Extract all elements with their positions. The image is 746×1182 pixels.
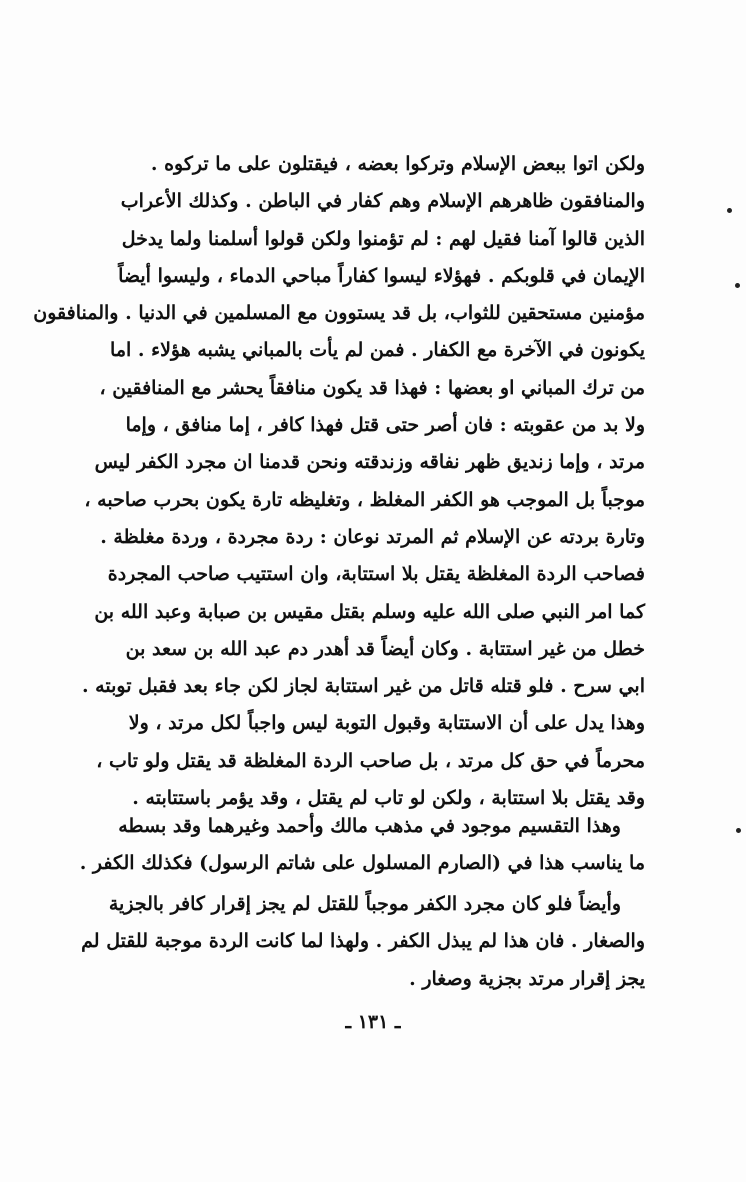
- text-line: وهذا يدل على أن الاستتابة وقبول التوبة ليس واجباً لكل مرتد ، ولا: [128, 712, 645, 735]
- text-line: ولا بد من عقوبته : فان أصر حتى قتل فهذا كافر ، إما منافق ، وإما: [125, 414, 645, 437]
- paragraph-3: [81, 886, 645, 998]
- text-line: مرتد ، وإما زنديق ظهر نفاقه وزندقته ونحن قدمنا ان مجرد الكفر ليس: [94, 451, 645, 474]
- text-line: فصاحب الردة المغلظة يقتل بلا استتابة، وان استتيب صاحب المجردة: [107, 563, 645, 586]
- text-line: مؤمنين مستحقين للثواب، بل قد يستوون مع المسلمين في الدنيا . والمنافقون: [33, 302, 645, 325]
- text-line: وهذا التقسيم موجود في مذهب مالك وأحمد وغيرهما وقد بسطه: [118, 815, 621, 837]
- text-line: محرماً في حق كل مرتد ، بل صاحب الردة المغلظة قد يقتل ولو تاب ،: [96, 749, 645, 772]
- text-line: وتارة بردته عن الإسلام ثم المرتد نوعان : ردة مجردة ، وردة مغلظة .: [100, 525, 645, 548]
- text-line: ولكن اتوا ببعض الإسلام وتركوا بعضه ، فيقتلون على ما تركوه .: [150, 153, 645, 175]
- text-line: خطل من غير استتابة . وكان أيضاً قد أهدر دم عبد الله بن سعد بن: [125, 637, 645, 660]
- text-line: من ترك المباني او بعضها : فهذا قد يكون منافقاً يحشر مع المنافقين ،: [99, 376, 645, 399]
- text-line: يكونون في الآخرة مع الكفار . فمن لم يأت بالمباني يشبه هؤلاء . اما: [110, 339, 645, 362]
- margin-dot-3: [736, 828, 741, 833]
- text-line: وأيضاً فلو كان مجرد الكفر موجباً للقتل لم يجز إقرار كافر بالجزية: [108, 893, 621, 915]
- text-line: الإيمان في قلوبكم . فهؤلاء ليسوا كفاراً مباحي الدماء ، وليسوا أيضاً: [118, 264, 645, 287]
- margin-dot-2: [735, 283, 740, 288]
- text-line: والصغار . فان هذا لم يبذل الكفر . ولهذا لما كانت الردة موجبة للقتل لم: [81, 930, 645, 953]
- text-line: يجز إقرار مرتد بجزية وصغار .: [409, 967, 645, 990]
- margin-dot-1: [727, 208, 732, 213]
- text-line: كما امر النبي صلى الله عليه وسلم بقتل مقيس بن صبابة وعبد الله بن: [94, 600, 645, 623]
- paragraph-1: [33, 146, 645, 817]
- text-line: وقد يقتل بلا استتابة ، ولكن لو تاب لم يقتل ، وقد يؤمر باستتابته .: [132, 787, 645, 810]
- page-number: ـ ١٣١ ـ: [345, 1011, 401, 1033]
- text-line: ما يناسب هذا في (الصارم المسلول على شاتم الرسول) فكذلك الكفر .: [79, 852, 645, 875]
- text-line: ابي سرح . فلو قتله قاتل من غير استتابة لجاز لكن جاء بعد فقبل توبته .: [81, 675, 645, 698]
- text-line: موجباً بل الموجب هو الكفر المغلظ ، وتغليظه تارة يكون بحرب صاحبه ،: [84, 488, 645, 511]
- text-line: والمنافقون ظاهرهم الإسلام وهم كفار في الباطن . وكذلك الأعراب: [120, 190, 645, 213]
- paragraph-2: [79, 808, 645, 883]
- text-line: الذين قالوا آمنا فقيل لهم : لم تؤمنوا ولكن قولوا أسلمنا ولما يدخل: [121, 227, 645, 250]
